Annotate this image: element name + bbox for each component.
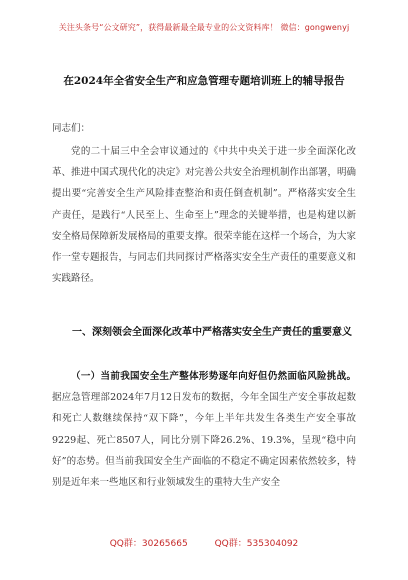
paragraph-subsection-1-text <box>52 366 356 493</box>
document-title: 在2024年全省安全生产和应急管理专题培训班上的辅导报告 <box>63 75 345 87</box>
footer-qq-group-1: QQ群：30265665 <box>109 539 188 549</box>
subsection-body: 据应急管理部2024年7月12日发布的数据，今年全国生产安全事故起数和死亡人数继续保持“双下降”，今年上半年共发生各类生产安全事故9229起、死亡8507人，同比分别下降26.2%、19.3%，呈现“稳中向好”的态势。但当前我国安全生产面临的不稳定不确定因素依然较多，特别是近年来一些地区和行业领域发生的重特大生产安全 <box>52 392 356 489</box>
subsection-lead: （一）当前我国安全生产整体形势逐年向好但仍然面临风险挑战。 <box>71 371 356 382</box>
footer-contacts <box>0 536 408 549</box>
footer-qq-group-2: QQ群：535304092 <box>214 539 299 549</box>
salutation: 同志们： <box>52 123 91 134</box>
header-notice: 关注头条号“公文研究”，获得最新最全最专业的公文资料库！ 微信：gongwenyj <box>58 23 350 32</box>
paragraph-subsection-1 <box>52 366 356 493</box>
paragraph-intro <box>52 141 356 289</box>
paragraph-intro-text: 党的二十届三中全会审议通过的《中共中央关于进一步全面深化改革、推进中国式现代化的决定》对完善公共安全治理机制作出部署，明确提出要“完善安全生产风险排查整治和责任倒查机制”。严格落实安全生产责任，是践行“人民至上、生命至上”理念的关键举措，也是构建以新安全格局保障新发展格局的重要支撑。很荣幸能在这样一个场合，为大家作一堂专题报告，与同志们共同探讨严格落实安全生产责任的重要意义和实践路径。 <box>52 146 357 285</box>
section-heading-1: 一、深刻领会全面深化改革中严格落实安全生产责任的重要意义 <box>72 327 352 338</box>
